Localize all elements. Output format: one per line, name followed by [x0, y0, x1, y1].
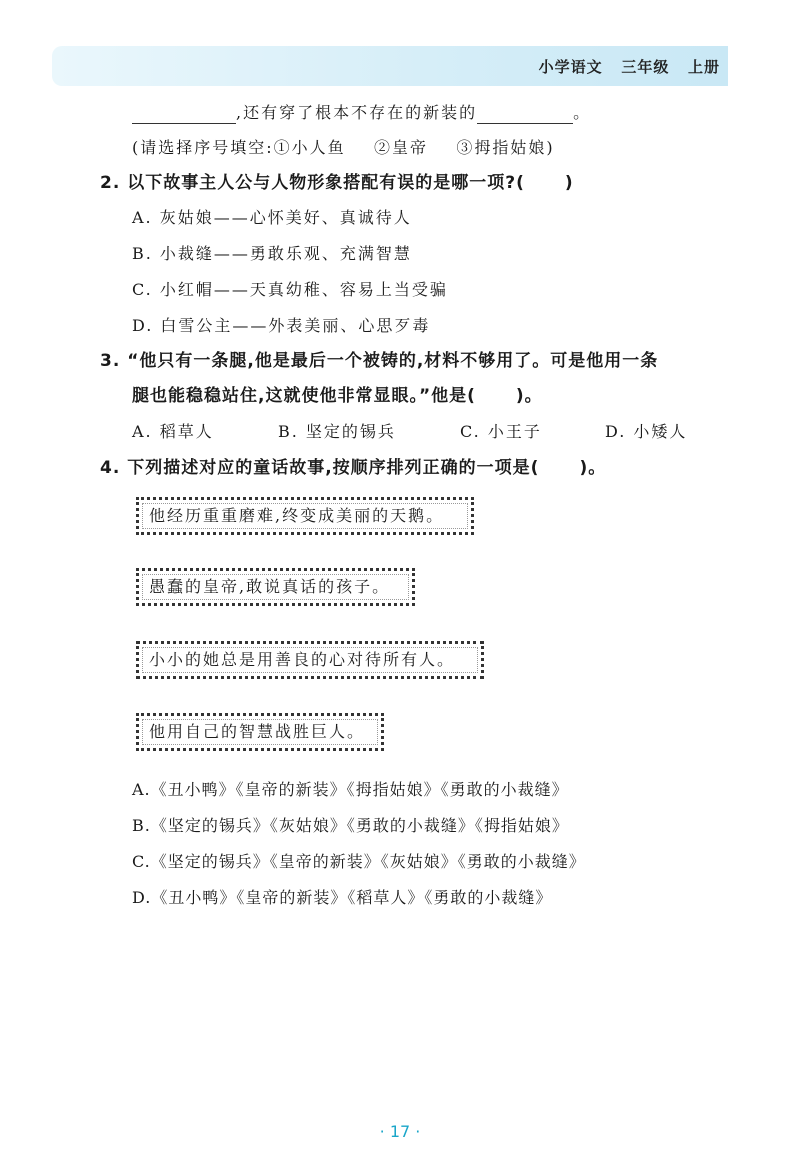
question-2: [100, 172, 574, 194]
page-number: · 17 ·: [379, 1122, 421, 1141]
description-box-4: 他用自己的智慧战胜巨人。: [136, 713, 384, 751]
question-text: 以下故事主人公与人物形象搭配有误的是哪一项?(: [127, 173, 525, 193]
bracket-close: )。: [515, 386, 543, 406]
option-d: D. 小矮人: [605, 422, 688, 441]
option-c: C. 小红帽——天真幼稚、容易上当受骗: [132, 280, 448, 299]
option-d: D.《丑小鸭》《皇帝的新装》《稻草人》《勇敢的小裁缝》: [132, 888, 553, 907]
question-4: [100, 457, 606, 479]
question-number: 2.: [100, 173, 121, 193]
bracket-close: )。: [579, 458, 607, 478]
option-c: C. 小王子: [460, 422, 542, 441]
option-b: B. 坚定的锡兵: [278, 422, 396, 441]
option-a: A. 灰姑娘——心怀美好、真诚待人: [132, 208, 412, 227]
option-c: C.《坚定的锡兵》《皇帝的新装》《灰姑娘》《勇敢的小裁缝》: [132, 852, 586, 871]
option-b: B. 小裁缝——勇敢乐观、充满智慧: [132, 244, 412, 263]
description-box-2: 愚蠢的皇帝,敢说真话的孩子。: [136, 568, 415, 606]
description-box-1: 他经历重重磨难,终变成美丽的天鹅。: [136, 497, 474, 535]
question-text: “他只有一条腿,他是最后一个被铸的,材料不够用了。可是他用一条: [127, 351, 659, 371]
question-text: 腿也能稳稳站住,这就使他非常显眼。”他是(: [132, 386, 476, 406]
description-box-3: 小小的她总是用善良的心对待所有人。: [136, 641, 484, 679]
header-subject: 小学语文 三年级 上册: [538, 58, 720, 76]
option-b: B.《坚定的锡兵》《灰姑娘》《勇敢的小裁缝》《拇指姑娘》: [132, 816, 569, 835]
fill-in-end: 。: [573, 103, 592, 122]
question-number: 3.: [100, 351, 121, 371]
option-d: D. 白雪公主——外表美丽、心思歹毒: [132, 316, 431, 335]
option-a: A.《丑小鸭》《皇帝的新装》《拇指姑娘》《勇敢的小裁缝》: [132, 780, 569, 799]
question-number: 4.: [100, 458, 121, 478]
hint-text: (请选择序号填空:①小人鱼 ②皇帝 ③拇指姑娘): [132, 138, 555, 157]
answer-blank-2[interactable]: [477, 105, 573, 124]
question-3-line-2: [132, 385, 543, 407]
option-a: A. 稻草人: [132, 422, 214, 441]
bracket-close: ): [564, 173, 574, 193]
fill-in-line: [132, 102, 591, 124]
answer-blank-1[interactable]: [132, 105, 236, 124]
fill-in-text: ,还有穿了根本不存在的新装的: [236, 103, 478, 122]
question-text: 下列描述对应的童话故事,按顺序排列正确的一项是(: [127, 458, 540, 478]
question-3: [100, 350, 658, 372]
